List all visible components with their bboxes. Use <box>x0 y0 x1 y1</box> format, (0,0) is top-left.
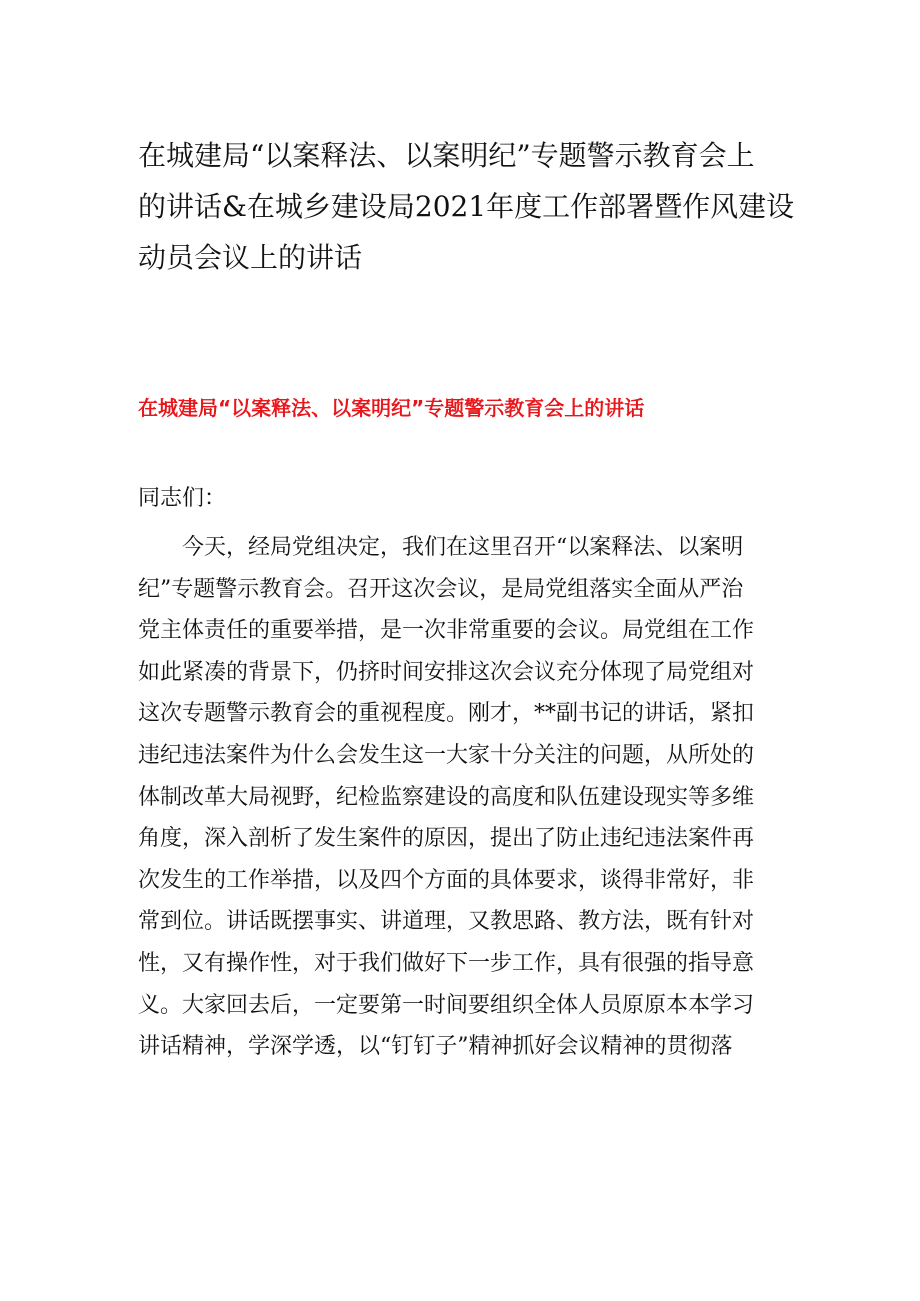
section-heading: 在城建局“以案释法、以案明纪”专题警示教育会上的讲话 <box>138 396 645 420</box>
title-line: 动员会议上的讲话 <box>138 241 363 274</box>
paragraph-line: 次发生的工作举措，以及四个方面的具体要求，谈得非常好，非 <box>138 867 755 893</box>
paragraph-line: 这次专题警示教育会的重视程度。刚才，**副书记的讲话，紧扣 <box>138 701 755 727</box>
paragraph-line: 义。大家回去后，一定要第一时间要组织全体人员原原本本学习 <box>138 992 755 1018</box>
body-paragraph <box>138 527 788 1068</box>
salutation: 同志们： <box>138 486 227 511</box>
paragraph-line: 党主体责任的重要举措，是一次非常重要的会议。局党组在工作 <box>138 618 755 644</box>
paragraph-line: 性，又有操作性，对于我们做好下一步工作，具有很强的指导意 <box>138 950 755 976</box>
paragraph-line: 违纪违法案件为什么会发生这一大家十分关注的问题，从所处的 <box>138 742 755 768</box>
paragraph-line: 体制改革大局视野，纪检监察建设的高度和队伍建设现实等多维 <box>138 784 755 810</box>
document-title <box>138 130 795 283</box>
paragraph-line: 角度，深入剖析了发生案件的原因，提出了防止违纪违法案件再 <box>138 826 755 852</box>
paragraph-line: 纪”专题警示教育会。召开这次会议，是局党组落实全面从严治 <box>138 576 744 602</box>
paragraph-line: 讲话精神，学深学透，以“钉钉子”精神抓好会议精神的贯彻落 <box>138 1034 733 1060</box>
title-line: 的讲话&在城乡建设局2021年度工作部署暨作风建设 <box>138 190 795 223</box>
title-line: 在城建局“以案释法、以案明纪”专题警示教育会上 <box>138 139 755 172</box>
paragraph-line: 如此紧凑的背景下，仍挤时间安排这次会议充分体现了局党组对 <box>138 659 755 685</box>
paragraph-line: 今天，经局党组决定，我们在这里召开“以案释法、以案明 <box>138 535 744 560</box>
paragraph-line: 常到位。讲话既摆事实、讲道理，又教思路、教方法，既有针对 <box>138 909 755 935</box>
